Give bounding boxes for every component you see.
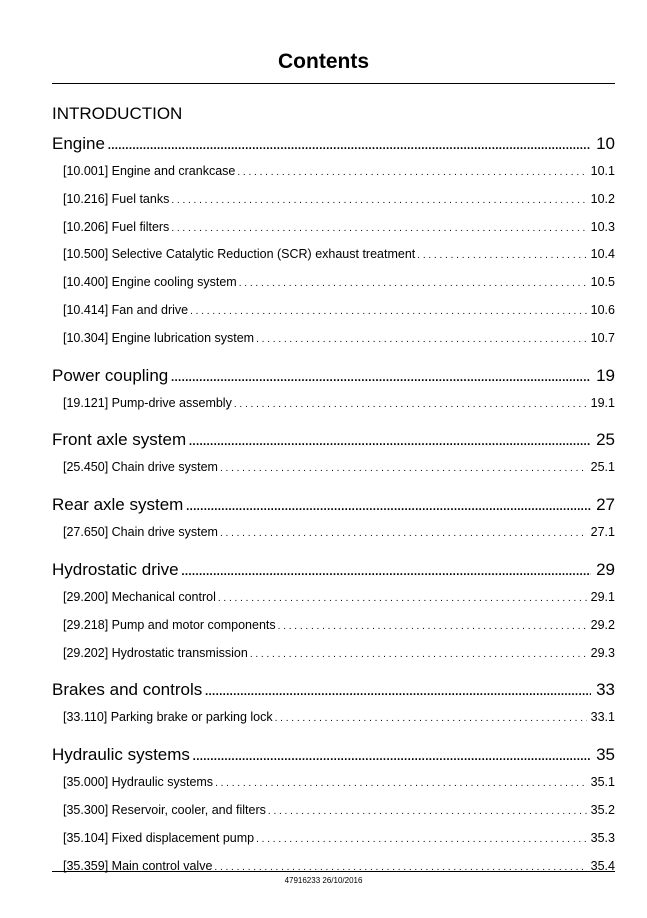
toc-section-row[interactable] <box>63 331 615 345</box>
chapter-title: Engine <box>52 134 105 153</box>
page-title: Contents <box>278 50 369 73</box>
section-title: [19.121] Pump-drive assembly <box>63 395 232 410</box>
section-title: [10.216] Fuel tanks <box>63 191 170 206</box>
dot-leader <box>190 306 587 317</box>
toc-section-row[interactable] <box>63 396 615 410</box>
dot-leader <box>234 399 587 410</box>
section-title: [35.359] Main control valve <box>63 858 213 873</box>
chapter-title: Hydrostatic drive <box>52 560 179 579</box>
section-title: [35.300] Reservoir, cooler, and filters <box>63 803 266 817</box>
section-page-number: 10.4 <box>590 247 615 262</box>
toc-chapter-row[interactable] <box>52 680 615 700</box>
toc-chapter-row[interactable] <box>52 134 615 154</box>
dot-leader <box>192 745 591 765</box>
bottom-rule <box>52 871 615 872</box>
chapter-page-number: 35 <box>596 745 615 765</box>
chapter-title: Front axle system <box>52 430 187 450</box>
chapter-page-number: 33 <box>596 680 615 700</box>
dot-leader <box>256 334 587 345</box>
toc-section-row[interactable] <box>63 220 615 234</box>
dot-leader <box>220 528 587 539</box>
dot-leader <box>250 649 587 660</box>
chapter-title: Power coupling <box>52 365 169 385</box>
section-title: [10.001] Engine and crankcase <box>63 164 236 178</box>
section-page-number: 35.3 <box>590 830 615 845</box>
section-page-number: 10.6 <box>590 303 615 317</box>
dot-leader <box>204 680 591 700</box>
toc-chapter-row[interactable] <box>52 430 615 450</box>
toc-section-row[interactable] <box>63 525 615 539</box>
dot-leader <box>275 713 587 724</box>
toc-section-row[interactable] <box>63 192 615 206</box>
toc-section-row[interactable] <box>63 803 615 817</box>
section-page-number: 35.2 <box>590 803 615 817</box>
section-title: [25.450] Chain drive system <box>63 460 218 475</box>
chapter-page-number: 10 <box>596 134 615 153</box>
section-page-number: 29.3 <box>590 645 615 660</box>
section-page-number: 10.5 <box>590 275 615 290</box>
chapter-page-number: 25 <box>596 430 615 450</box>
toc-section-row[interactable] <box>63 275 615 289</box>
section-page-number: 29.1 <box>590 590 615 604</box>
section-page-number: 35.4 <box>590 858 615 873</box>
dot-leader <box>237 167 586 178</box>
toc-chapter-row[interactable] <box>52 495 615 515</box>
chapter-page-number: 27 <box>596 495 615 515</box>
section-page-number: 19.1 <box>590 395 615 410</box>
footer-doc-id: 47916233 26/10/2016 <box>284 876 363 885</box>
dot-leader <box>417 250 586 261</box>
dot-leader <box>220 463 587 474</box>
dot-leader <box>185 495 591 515</box>
section-title: [29.200] Mechanical control <box>63 590 216 604</box>
section-page-number: 10.7 <box>590 330 615 345</box>
toc-chapter-row[interactable] <box>52 560 615 580</box>
section-title: [10.500] Selective Catalytic Reduction (SCR) exhaust treatment <box>63 247 416 262</box>
dot-leader <box>218 593 587 604</box>
toc-section-row[interactable] <box>63 590 615 604</box>
toc-chapter-row[interactable] <box>52 366 615 386</box>
section-title: [33.110] Parking brake or parking lock <box>63 710 273 725</box>
toc-section-row[interactable] <box>63 164 615 178</box>
top-rule <box>52 83 615 84</box>
dot-leader <box>215 778 587 789</box>
dot-leader <box>256 834 587 845</box>
dot-leader <box>188 430 591 450</box>
dot-leader <box>278 621 587 632</box>
chapter-title: Hydraulic systems <box>52 745 190 765</box>
toc-section-row[interactable] <box>63 303 615 317</box>
chapter-page-number: 19 <box>596 365 615 385</box>
section-title: [27.650] Chain drive system <box>63 525 218 540</box>
section-title: [35.104] Fixed displacement pump <box>63 830 255 845</box>
chapter-title: Brakes and controls <box>52 680 203 700</box>
dot-leader <box>239 278 587 289</box>
section-page-number: 10.2 <box>590 191 615 206</box>
toc-section-row[interactable] <box>63 460 615 474</box>
section-page-number: 29.2 <box>590 617 615 632</box>
section-page-number: 33.1 <box>590 710 615 725</box>
toc-section-row[interactable] <box>63 247 615 261</box>
section-title: [29.218] Pump and motor components <box>63 617 276 632</box>
section-page-number: 35.1 <box>590 775 615 790</box>
dot-leader <box>181 560 591 580</box>
section-page-number: 10.1 <box>590 164 615 178</box>
toc-section-row[interactable] <box>63 618 615 632</box>
introduction-heading[interactable]: INTRODUCTION <box>52 104 183 123</box>
section-title: [10.400] Engine cooling system <box>63 275 237 290</box>
toc-section-row[interactable] <box>63 831 615 845</box>
section-title: [10.304] Engine lubrication system <box>63 330 255 345</box>
section-title: [10.206] Fuel filters <box>63 219 170 234</box>
section-page-number: 27.1 <box>590 525 615 540</box>
dot-leader <box>171 195 586 206</box>
section-title: [10.414] Fan and drive <box>63 303 189 317</box>
dot-leader <box>171 223 586 234</box>
chapter-title: Rear axle system <box>52 495 184 515</box>
section-title: [35.000] Hydraulic systems <box>63 775 214 790</box>
toc-section-row[interactable] <box>63 646 615 660</box>
toc-section-row[interactable] <box>63 775 615 789</box>
chapter-page-number: 29 <box>596 560 615 579</box>
toc-chapter-row[interactable] <box>52 745 615 765</box>
section-page-number: 25.1 <box>590 460 615 475</box>
dot-leader <box>170 366 591 386</box>
dot-leader <box>107 134 591 154</box>
section-page-number: 10.3 <box>590 219 615 234</box>
toc-section-row[interactable] <box>63 710 615 724</box>
dot-leader <box>268 806 587 817</box>
section-title: [29.202] Hydrostatic transmission <box>63 645 248 660</box>
